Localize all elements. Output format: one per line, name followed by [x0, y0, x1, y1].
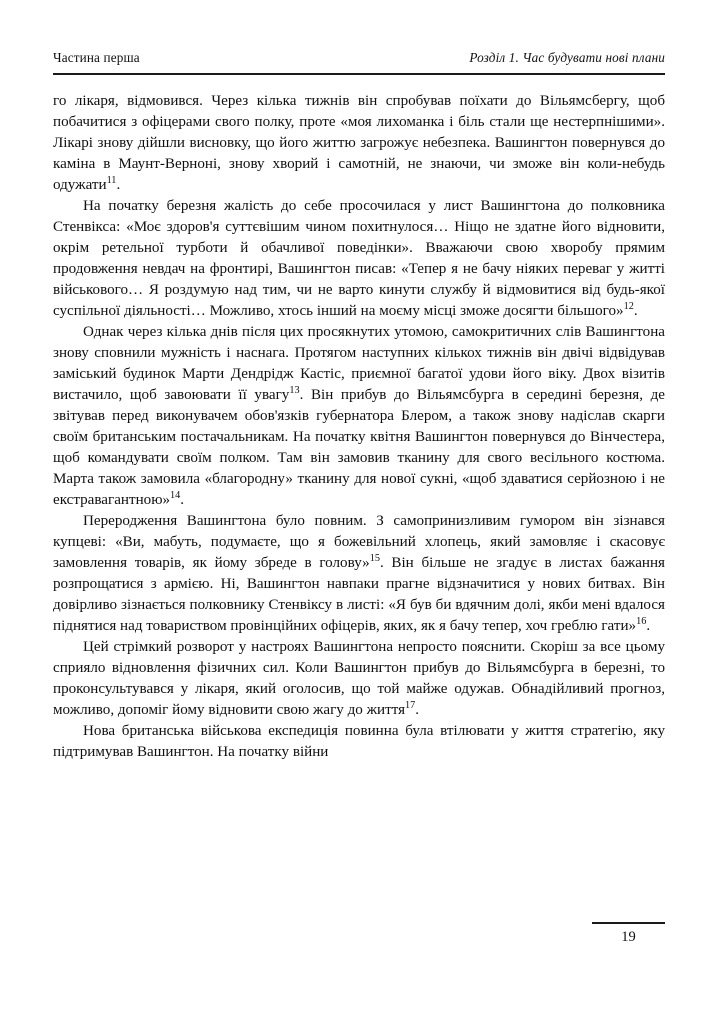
footnote-marker-15: 15	[369, 552, 380, 564]
footnote-marker-16: 16	[636, 615, 647, 627]
running-head-right: Розділ 1. Час будувати нові плани	[469, 50, 665, 65]
footnote-marker-13: 13	[289, 384, 300, 396]
paragraph-4-tail: . Він більше не згадує в листах бажання розпрощатися з армією. Ні, Вашингтон навпаки прагне відзначитися у нових битвах. Він довірливо зізнається полковнику Стенвіксу в листі: «Я був би вдячним долі, якби мені вдалося піднятися над товариством провінційних офіцерів, яких, як я бачу тепер, хоч греблю гати»	[53, 555, 665, 634]
page-number: 19	[621, 929, 636, 945]
running-head-left: Частина перша	[53, 50, 140, 65]
paragraph-2-text: На початку березня жалість до себе просочилася у лист Вашингтона до полковника Стенвікса: «Моє здоров'я суттєвішим чином похитнулося… Ніщо не здатне його відновити, окрім ретельної турботи й обачливої поведінки». Вважаючи свою хворобу прямим продовження невдач на фронтирі, Вашингтон писав: «Тепер я не бачу ніяких переваг у житті військового… Я роздумую над тим, чи не варто кинути службу й відмовитися від будь-якої суспільної діяльності… Можливо, хтось інший на моєму місці зможе досягти більшого»	[53, 198, 665, 319]
paragraph-1	[53, 91, 665, 196]
paragraph-5-tail: .	[415, 702, 420, 718]
footnote-marker-11: 11	[106, 174, 117, 186]
paragraph-1-text: го лікаря, відмовився. Через кілька тижнів він спробував поїхати до Вільямсбергу, щоб побачитися з офіцерами свого полку, проте «моя лихоманка і біль стали ще нестерпнішими». Лікарі знову дійшли висновку, що його життю загрожує небезпека. Вашингтон повернувся до каміна в Маунт-Верноні, знову хворий і самотній, не знаючи, чи зможе він коли-небудь одужати	[53, 93, 665, 193]
running-head	[53, 50, 665, 66]
header-rule	[53, 73, 665, 75]
paragraph-4-text: Переродження Вашингтона було повним. З самопринизливим гумором він зізнався купцеві: «Ви, мабуть, подумаєте, що я божевільний хлопець, який замовляє і скасовує замовлення товарів, як йому збреде в голову»	[53, 513, 665, 571]
footnote-marker-12: 12	[623, 300, 634, 312]
footnote-marker-17: 17	[405, 699, 416, 711]
footer-rule	[592, 922, 665, 924]
paragraph-3-tail: . Він прибув до Вільямсбурга в середині березня, де звітував перед виконувачем обов'язків губернатора Блером, а також знову надіслав скарги своїм британським постачальникам. На початку квітня Вашингтон повернувся до Вінчестера, щоб командувати своїм полком. Там він замовив тканину для свого весільного костюма. Марта також замовила «благородну» тканину для нової сукні, «щоб здаватися серйозною і не екстравагантною»	[53, 387, 665, 508]
paragraph-2	[53, 196, 665, 322]
paragraph-5-text: Цей стрімкий розворот у настроях Вашингтона непросто пояснити. Скоріш за все цьому сприяло відновлення фізичних сил. Коли Вашингтон прибув до Вільямсбурга в березні, то проконсультувався у лікаря, який оголосив, що той майже одужав. Обнадійливий прогноз, можливо, допоміг йому відновити свою жагу до життя	[53, 639, 665, 718]
paragraph-3	[53, 322, 665, 511]
paragraph-1-tail: .	[116, 177, 121, 193]
paragraph-6	[53, 721, 665, 763]
paragraph-5	[53, 637, 665, 721]
paragraph-4	[53, 511, 665, 637]
paragraph-2-tail: .	[633, 303, 638, 319]
paragraph-6-text: Нова британська військова експедиція повинна була втілювати у життя стратегію, яку підтримував Вашингтон. На початку війни	[53, 723, 665, 760]
paragraph-3-tail-2: .	[180, 492, 185, 508]
body-text	[53, 91, 665, 763]
paragraph-3-text: Однак через кілька днів після цих просякнутих утомою, самокритичних слів Вашингтона знову сповнили мужність і наснага. Протягом наступних кількох тижнів він двічі відвідував заміський будинок Марти Дендрідж Кастіс, приємної багатої удови його віку. Двох візитів вистачило, щоб завоювати її увагу	[53, 324, 665, 403]
paragraph-4-tail-2: .	[646, 618, 651, 634]
footnote-marker-14: 14	[170, 489, 181, 501]
